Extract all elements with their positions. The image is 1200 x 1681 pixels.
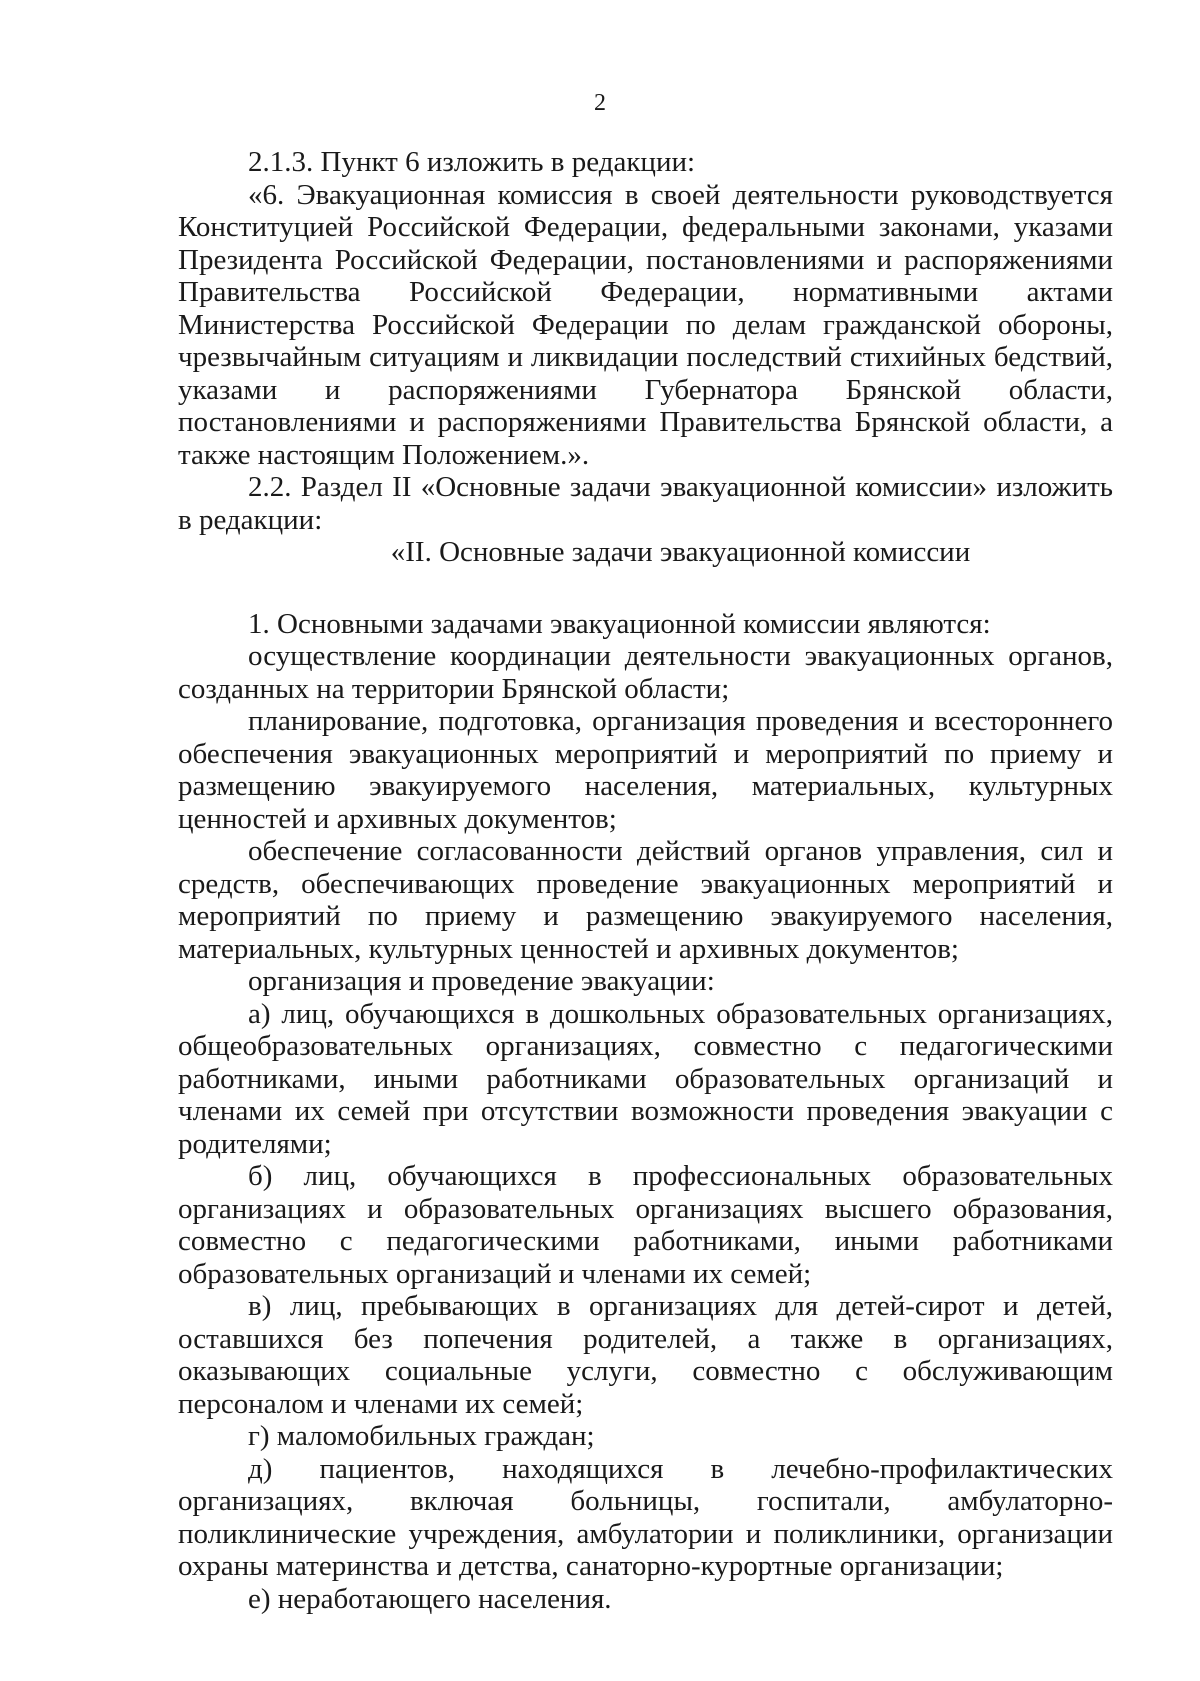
paragraph-evacuation-organization: организация и проведение эвакуации: bbox=[248, 965, 715, 997]
list-item-e: е) неработающего населения. bbox=[248, 1582, 612, 1615]
document-body bbox=[178, 146, 1113, 1615]
section-heading: «II. Основные задачи эвакуационной комиссии bbox=[390, 536, 971, 568]
paragraph-2-2: 2.2. Раздел II «Основные задачи эвакуационной комиссии» изложить в редакции: bbox=[178, 471, 1113, 536]
list-item-g: г) маломобильных граждан; bbox=[248, 1420, 595, 1452]
paragraph-coordination: осуществление координации деятельности эвакуационных органов, созданных на территории Брянской области; bbox=[178, 640, 1113, 705]
paragraph-planning: планирование, подготовка, организация проведения и всестороннего обеспечения эвакуационных мероприятий и мероприятий по приему и размещению эвакуируемого населения, материальных, культурных ценностей и архивных документов; bbox=[178, 705, 1113, 835]
paragraph-item-6: «6. Эвакуационная комиссия в своей деятельности руководствуется Конституцией Российской Федерации, федеральными законами, указами Президента Российской Федерации, постановлениями и распоряжениями Правительства Российской Федерации, нормативными актами Министерства Российской Федерации по делам гражданской обороны, чрезвычайным ситуациям и ликвидации последствий стихийных бедствий, указами и распоряжениями Губернатора Брянской области, постановлениями и распоряжениями Правительства Брянской области, а также настоящим Положением.». bbox=[178, 178, 1113, 471]
paragraph-tasks-intro: 1. Основными задачами эвакуационной комиссии являются: bbox=[248, 607, 991, 640]
list-item-v: в) лиц, пребывающих в организациях для детей-сирот и детей, оставшихся без попечения родителей, а также в организациях, оказывающих социальные услуги, совместно с обслуживающим персоналом и членами их семей; bbox=[178, 1290, 1113, 1420]
paragraph-2-1-3: 2.1.3. Пункт 6 изложить в редакции: bbox=[248, 146, 696, 178]
list-item-a: а) лиц, обучающихся в дошкольных образовательных организациях, общеобразовательных организациях, совместно с педагогическими работниками, иными работниками образовательных организаций и членами их семей при отсутствии возможности проведения эвакуации с родителями; bbox=[178, 997, 1113, 1160]
heading-spacer bbox=[178, 569, 1113, 608]
paragraph-consistency: обеспечение согласованности действий органов управления, сил и средств, обеспечивающих проведение эвакуационных мероприятий и мероприятий по приему и размещению эвакуируемого населения, материальных, культурных ценностей и архивных документов; bbox=[178, 835, 1113, 965]
list-item-b: б) лиц, обучающихся в профессиональных образовательных организациях и образовательных организациях высшего образования, совместно с педагогическими работниками, иными работниками образовательных организаций и членами их семей; bbox=[178, 1160, 1113, 1290]
page-number: 2 bbox=[594, 90, 606, 116]
list-item-d: д) пациентов, находящихся в лечебно-профилактических организациях, включая больницы, госпитали, амбулаторно-поликлинические учреждения, амбулатории и поликлиники, организации охраны материнства и детства, санаторно-курортные организации; bbox=[178, 1452, 1113, 1582]
